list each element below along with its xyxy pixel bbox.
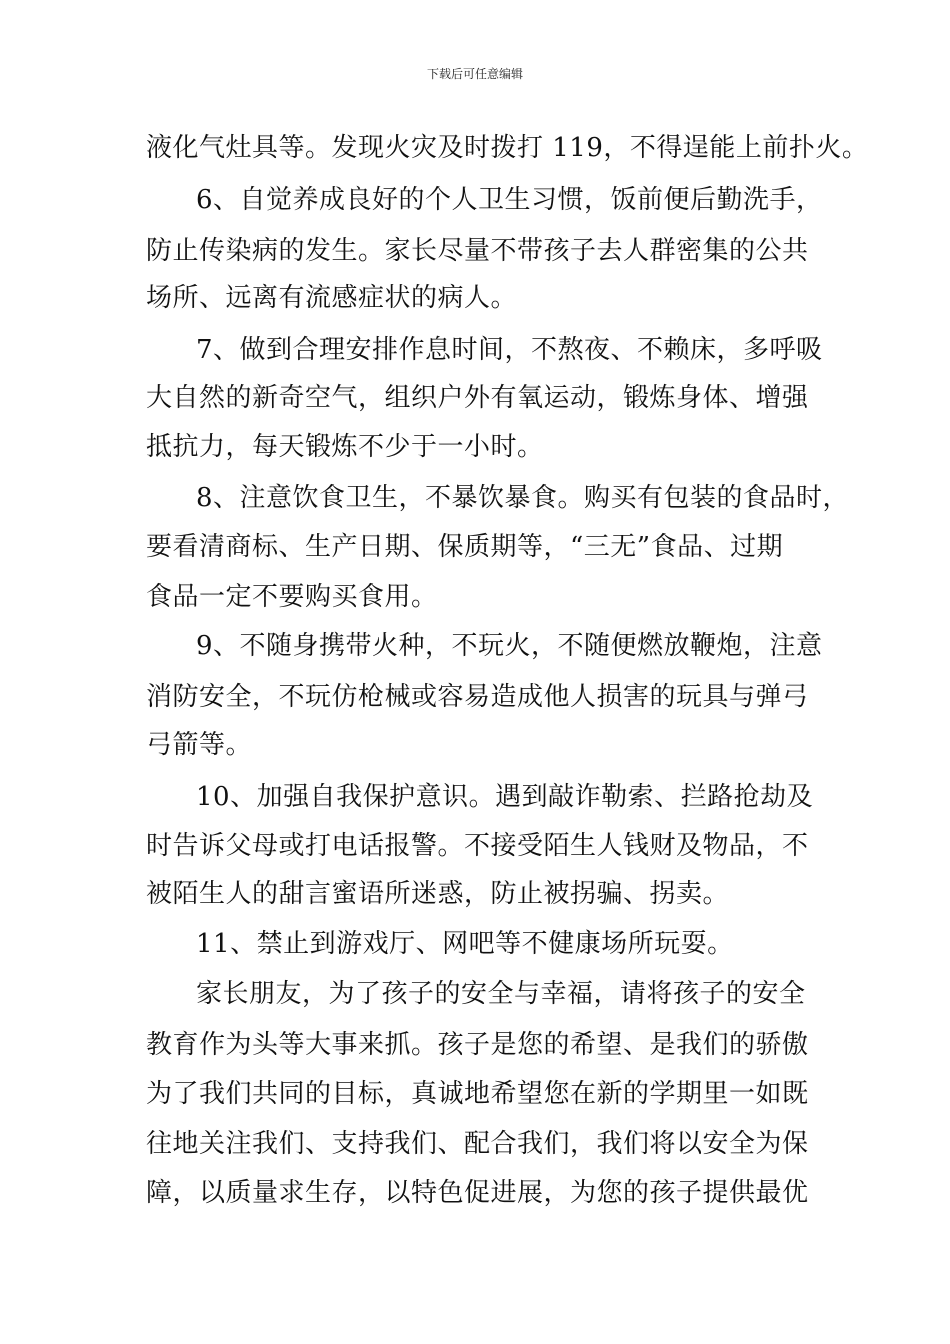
text-line: 6、自觉养成良好的个人卫生习惯，饭前便后勤洗手， <box>196 185 823 215</box>
text-line: 8、注意饮食卫生，不暴饮暴食。购买有包装的食品时， <box>196 483 850 513</box>
text-line: 消防安全，不玩仿枪械或容易造成他人损害的玩具与弹弓 <box>146 682 809 712</box>
text-line: 10、加强自我保护意识。遇到敲诈勒索、拦路抢劫及 <box>196 782 814 812</box>
text-line: 9、不随身携带火种，不玩火，不随便燃放鞭炮，注意 <box>196 631 823 661</box>
text-line: 被陌生人的甜言蜜语所迷惑，防止被拐骗、拐卖。 <box>146 879 730 909</box>
text-line: 防止传染病的发生。家长尽量不带孩子去人群密集的公共 <box>146 236 809 266</box>
text-line: 11、禁止到游戏厅、网吧等不健康场所玩耍。 <box>196 929 734 959</box>
text-line: 障，以质量求生存，以特色促进展，为您的孩子提供最优 <box>146 1178 809 1208</box>
text-line: 液化气灶具等。发现火灾及时拨打 119，不得逞能上前扑火。 <box>146 133 869 163</box>
text-line: 往地关注我们、支持我们、配合我们，我们将以安全为保 <box>146 1129 809 1159</box>
text-line: 抵抗力，每天锻炼不少于一小时。 <box>146 432 544 462</box>
text-line: 弓箭等。 <box>146 730 253 760</box>
text-line: 家长朋友，为了孩子的安全与幸福，请将孩子的安全 <box>196 979 806 1009</box>
text-line: 时告诉父母或打电话报警。不接受陌生人钱财及物品，不 <box>146 831 809 861</box>
text-line: 为了我们共同的目标，真诚地希望您在新的学期里一如既 <box>146 1079 809 1109</box>
text-line: 大自然的新奇空气，组织户外有氧运动，锻炼身体、增强 <box>146 383 809 413</box>
text-line: 7、做到合理安排作息时间，不熬夜、不赖床，多呼吸 <box>196 335 823 365</box>
text-line: 要看清商标、生产日期、保质期等，“三无”食品、过期 <box>146 532 784 562</box>
page-header: 下载后可任意编辑 <box>426 67 523 81</box>
text-line: 场所、远离有流感症状的病人。 <box>146 283 518 313</box>
text-line: 食品一定不要购买食用。 <box>146 582 438 612</box>
text-line: 教育作为头等大事来抓。孩子是您的希望、是我们的骄傲 <box>146 1030 809 1060</box>
